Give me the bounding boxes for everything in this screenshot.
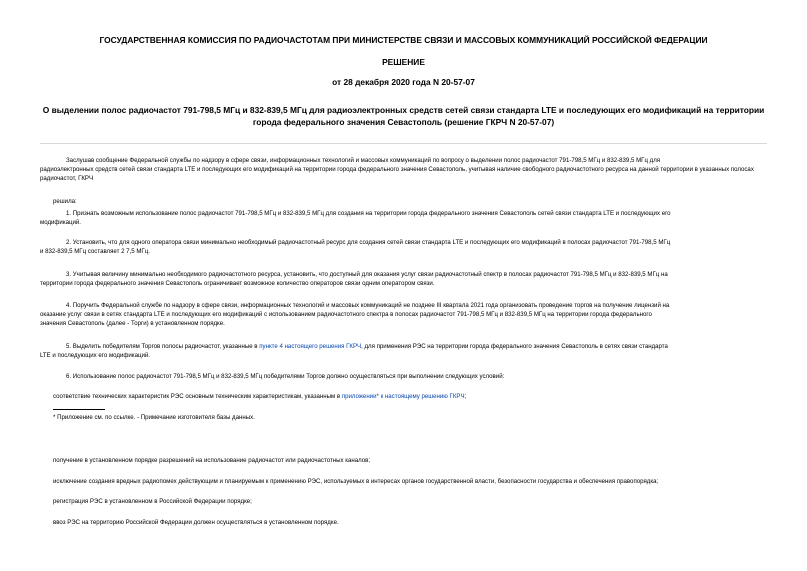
paragraph-3-text: 3. Учитывая величину минимально необходимого радиочастотного ресурса, установить, что доступный для оказания услуг связи радиочастотный спектр в полосах радиочастот 791-798,5 МГц и 832-839,5 МГц на [66, 271, 668, 278]
clause-4-link[interactable]: пункте 4 настоящего решения ГКРЧ [259, 343, 362, 350]
intro-paragraph [40, 156, 774, 184]
paragraph-1 [40, 209, 774, 227]
condition-1-pre: соответствие технических характеристик РЭС основным техническим характеристикам, указанным в [53, 393, 342, 400]
paragraph-1-cont: модификаций. [40, 219, 82, 227]
footnote: * Приложение см. по ссылке. - Примечание изготовителя базы данных. [53, 414, 255, 421]
condition-1 [53, 392, 761, 401]
intro-line-1: Заслушав сообщение Федеральной службы по надзору в сфере связи, информационных технологий и массовых коммуникаций по вопросу о выделении полос радиочастот 791-798,5 МГц и 832-839,5 МГц для [66, 157, 661, 164]
intro-line-2: радиоэлектронных средств сетей связи стандарта LTE и последующих его модификаций на территории города федерального значения Севастополь, учитывая наличие свободного радиочастотного ресурса на данной территории в указанных полосах радиочастот, ГКРЧ [40, 166, 754, 183]
condition-2: получение в установленном порядке разрешений на использование радиочастот или радиочастотных каналов; [53, 457, 371, 464]
organization-heading: ГОСУДАРСТВЕННАЯ КОМИССИЯ ПО РАДИОЧАСТОТАМ ПРИ МИНИСТЕРСТВЕ СВЯЗИ И МАССОВЫХ КОММУНИКАЦИЙ РОССИЙСКОЙ ФЕДЕРАЦИИ [99, 35, 708, 45]
paragraph-4 [40, 301, 774, 329]
condition-3: исключение создания вредных радиопомех действующим и планируемым к применению РЭС, используемых в интересах органов государственной власти, безопасности государства и обеспечения правопорядка; [53, 478, 659, 485]
condition-1-post: ; [464, 393, 467, 400]
paragraph-2-cont: и 832-839,5 МГц составляет 2 7,5 МГц. [40, 248, 150, 256]
paragraph-5-cont: LTE и последующих его модификаций. [40, 352, 150, 360]
condition-5: ввоз РЭС на территорию Российской Федерации должен осуществляться в установленном порядке. [53, 519, 339, 526]
paragraph-5 [40, 342, 774, 360]
paragraph-6: 6. Использование полос радиочастот 791-798,5 МГц и 832-839,5 МГц победителями Торгов должно осуществляться при выполнении следующих условий: [66, 373, 505, 380]
paragraph-2 [40, 238, 774, 256]
document-date-number: от 28 декабря 2020 года N 20-57-07 [332, 77, 475, 87]
paragraph-2-text: 2. Установить, что для одного оператора связи минимально необходимый радиочастотный ресурс для создания сетей связи стандарта LTE и последующих его модификаций в полосах радиочастот 791-798,5 МГц [66, 239, 671, 246]
resolved-label: решила: [53, 198, 77, 205]
document-title: О выделении полос радиочастот 791-798,5 МГц и 832-839,5 МГц для радиоэлектронных средств сетей связи стандарта LTE и последующих его модификаций на территории города федерального значения Севастополь (решение ГКРЧ N 20-57-07) [42, 105, 765, 127]
title-divider [40, 143, 767, 144]
paragraph-3 [40, 270, 774, 288]
paragraph-4-cont-2: значения Севастополь (далее - Торги) в установленном порядке. [40, 320, 225, 328]
footnote-divider [53, 409, 105, 410]
paragraph-1-text: 1. Признать возможным использование полос радиочастот 791-798,5 МГц и 832-839,5 МГц для создания на территории города федерального значения Севастополь сетей связи стандарта LTE и последующих его [66, 210, 671, 217]
paragraph-4-cont-1: оказание услуг связи в сетях стандарта LTE и последующих его модификаций с использованием радиочастотного спектра в полосах радиочастот 791-798,5 МГц и 832-839,5 МГц на территории города федерального [40, 311, 652, 319]
appendix-link[interactable]: приложении [341, 393, 377, 400]
paragraph-5-pre: 5. Выделить победителям Торгов полосы радиочастот, указанные в [66, 343, 260, 350]
paragraph-4-text: 4. Поручить Федеральной службе по надзору в сфере связи, информационных технологий и массовых коммуникаций не позднее III квартала 2021 года организовать проведение торгов на получение лицензий на [66, 302, 670, 309]
decision-link[interactable]: * к настоящему решению ГКРЧ [376, 393, 465, 400]
paragraph-3-cont: территории города федерального значения Севастополь ограничивает возможное количество операторов связи одним оператором связи. [40, 280, 435, 288]
paragraph-5-post: , для применения РЭС на территории города федерального значения Севастополь в сетях связи стандарта [361, 343, 668, 350]
condition-4: регистрация РЭС в установленном в Российской Федерации порядке; [53, 498, 252, 505]
document-type: РЕШЕНИЕ [382, 57, 425, 67]
